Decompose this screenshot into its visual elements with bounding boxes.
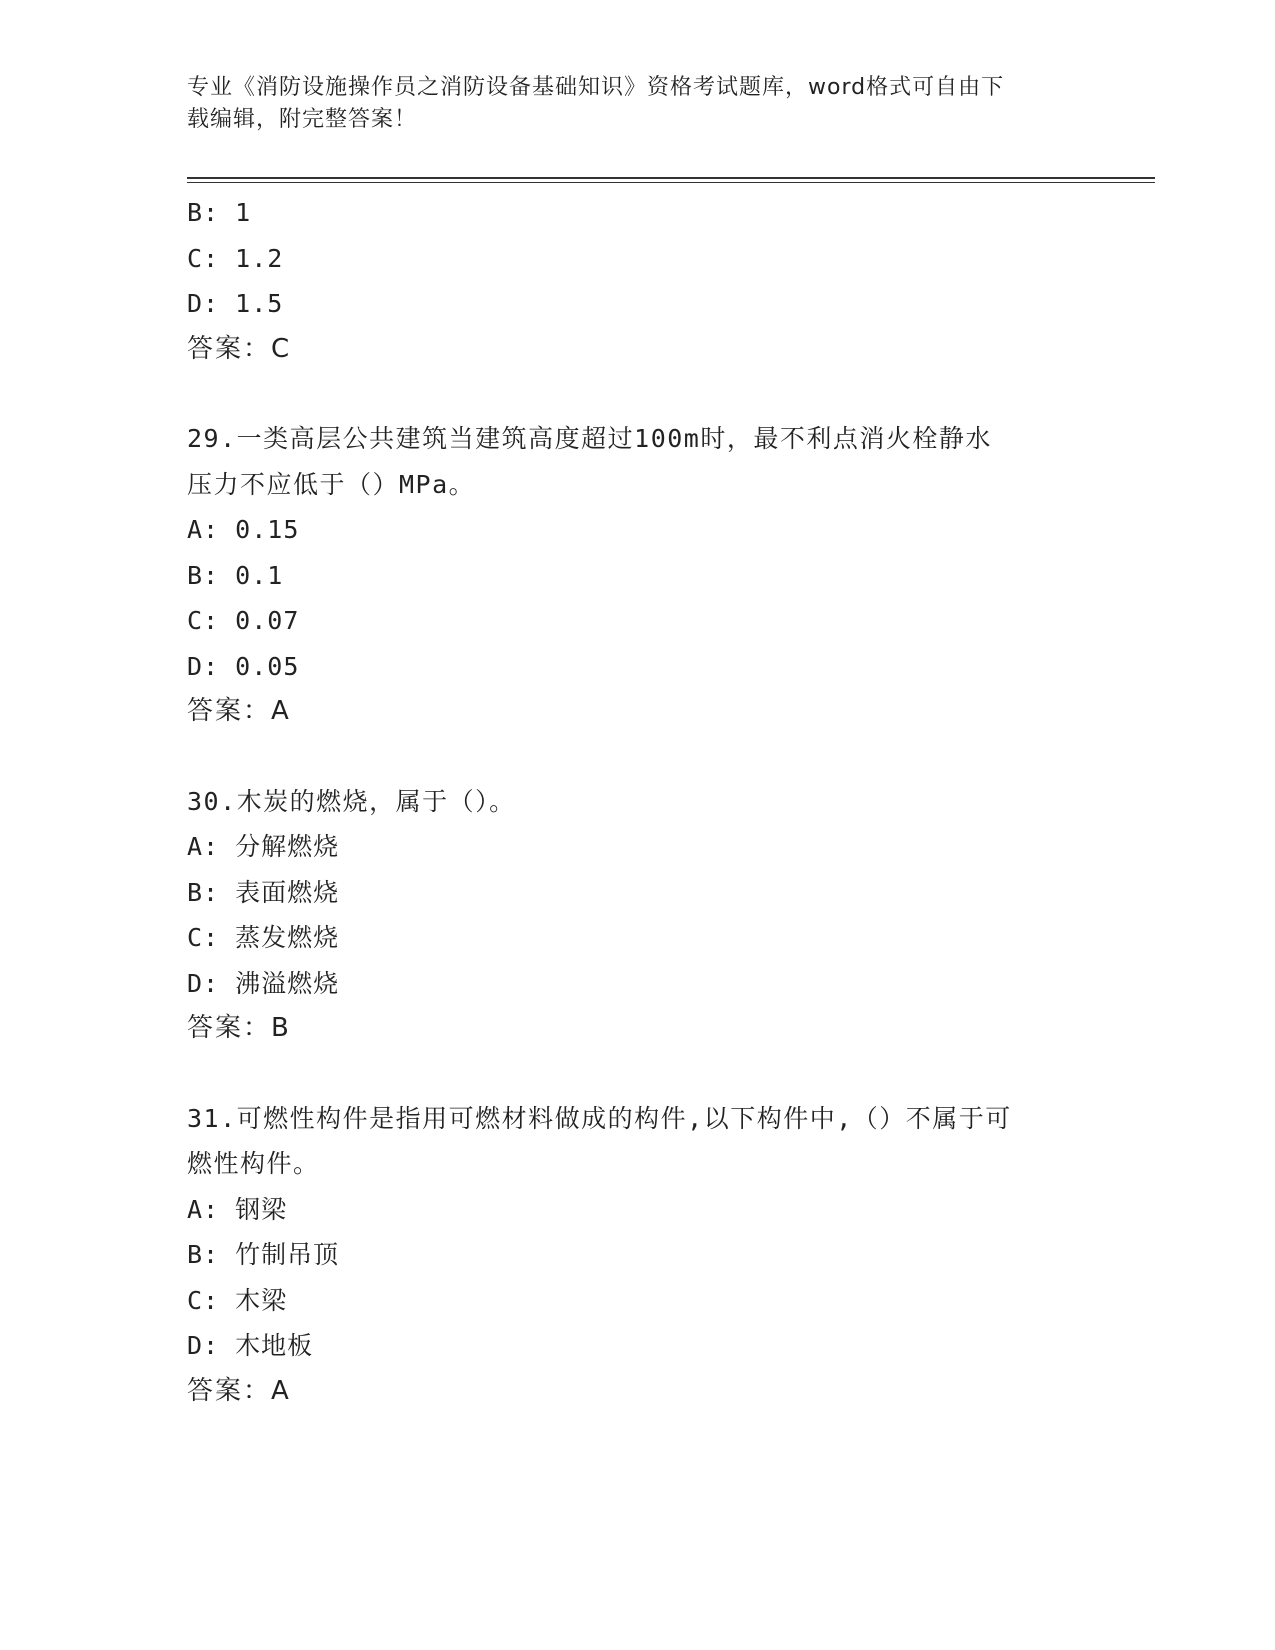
option-label: C: [187,606,220,635]
option-a [187,1187,1087,1233]
spacer [187,1052,1087,1096]
option-text: 蒸发燃烧 [235,923,340,952]
option-text: 0.15 [235,515,300,544]
option-c [187,1278,1087,1324]
question-text [187,779,1067,825]
option-d [187,961,1087,1007]
option-text: 钢梁 [235,1194,288,1224]
answer-line: 答案：C [187,333,292,364]
option-text: 1.2 [235,243,284,273]
option-text: 1.5 [235,289,284,318]
option-text: 0.1 [235,560,284,590]
option-text: 沸溢燃烧 [235,968,340,998]
option-b [187,553,1087,599]
option-d [187,1323,1087,1369]
question-block-30 [187,779,1087,1052]
option-label: B: [187,1240,220,1269]
option-label: D: [187,289,220,318]
spacer [187,372,1087,416]
header-line-2: 载编辑，附完整答案！ [187,107,418,132]
option-b [187,1232,1087,1278]
option-text: 木梁 [235,1285,288,1315]
option-label: D: [187,1331,220,1360]
question-text-line-1: 29.一类高层公共建筑当建筑高度超过100m时，最不利点消火栓静水 [187,424,992,453]
question-text [187,1096,1067,1187]
option-b [187,190,1087,236]
option-label: B: [187,877,220,907]
option-c [187,598,1087,644]
option-label: B: [187,198,220,227]
option-d [187,281,1087,327]
question-text-line-1: 30.木炭的燃烧，属于（）。 [187,786,516,816]
header-divider-thick [187,177,1155,179]
option-text: 竹制吊顶 [235,1240,340,1269]
option-text: 0.05 [235,651,300,681]
option-label: C: [187,243,220,273]
option-label: C: [187,1285,220,1315]
question-text [187,416,1067,507]
spacer [187,735,1087,779]
question-text-line-2: 压力不应低于（）MPa。 [187,469,476,499]
header-line-1: 专业《消防设施操作员之消防设备基础知识》资格考试题库，word格式可自由下 [187,75,1005,100]
option-label: D: [187,968,220,998]
answer-line: 答案：A [187,1375,291,1406]
option-text: 木地板 [235,1331,314,1360]
option-label: D: [187,651,220,681]
answer-line: 答案：B [187,1013,291,1043]
option-a [187,824,1087,870]
option-label: C: [187,923,220,952]
question-text-line-2: 燃性构件。 [187,1149,320,1178]
header-divider-thin [187,182,1155,183]
option-c [187,236,1087,282]
option-c [187,915,1087,961]
option-text: 分解燃烧 [235,832,340,861]
option-label: A: [187,832,220,861]
option-text: 表面燃烧 [235,877,340,907]
answer-line: 答案：A [187,696,291,726]
question-text-line-1: 31.可燃性构件是指用可燃材料做成的构件,以下构件中,（）不属于可 [187,1103,1012,1133]
option-text: 0.07 [235,606,300,635]
option-b [187,870,1087,916]
option-label: B: [187,560,220,590]
question-block-29 [187,416,1087,735]
option-d [187,644,1087,690]
question-block-31 [187,1096,1087,1415]
question-block-28 [187,190,1087,372]
question-list [187,190,1087,1414]
option-text: 1 [235,198,252,227]
option-label: A: [187,1194,220,1224]
option-a [187,507,1087,553]
document-header [187,72,1067,136]
option-label: A: [187,515,220,544]
